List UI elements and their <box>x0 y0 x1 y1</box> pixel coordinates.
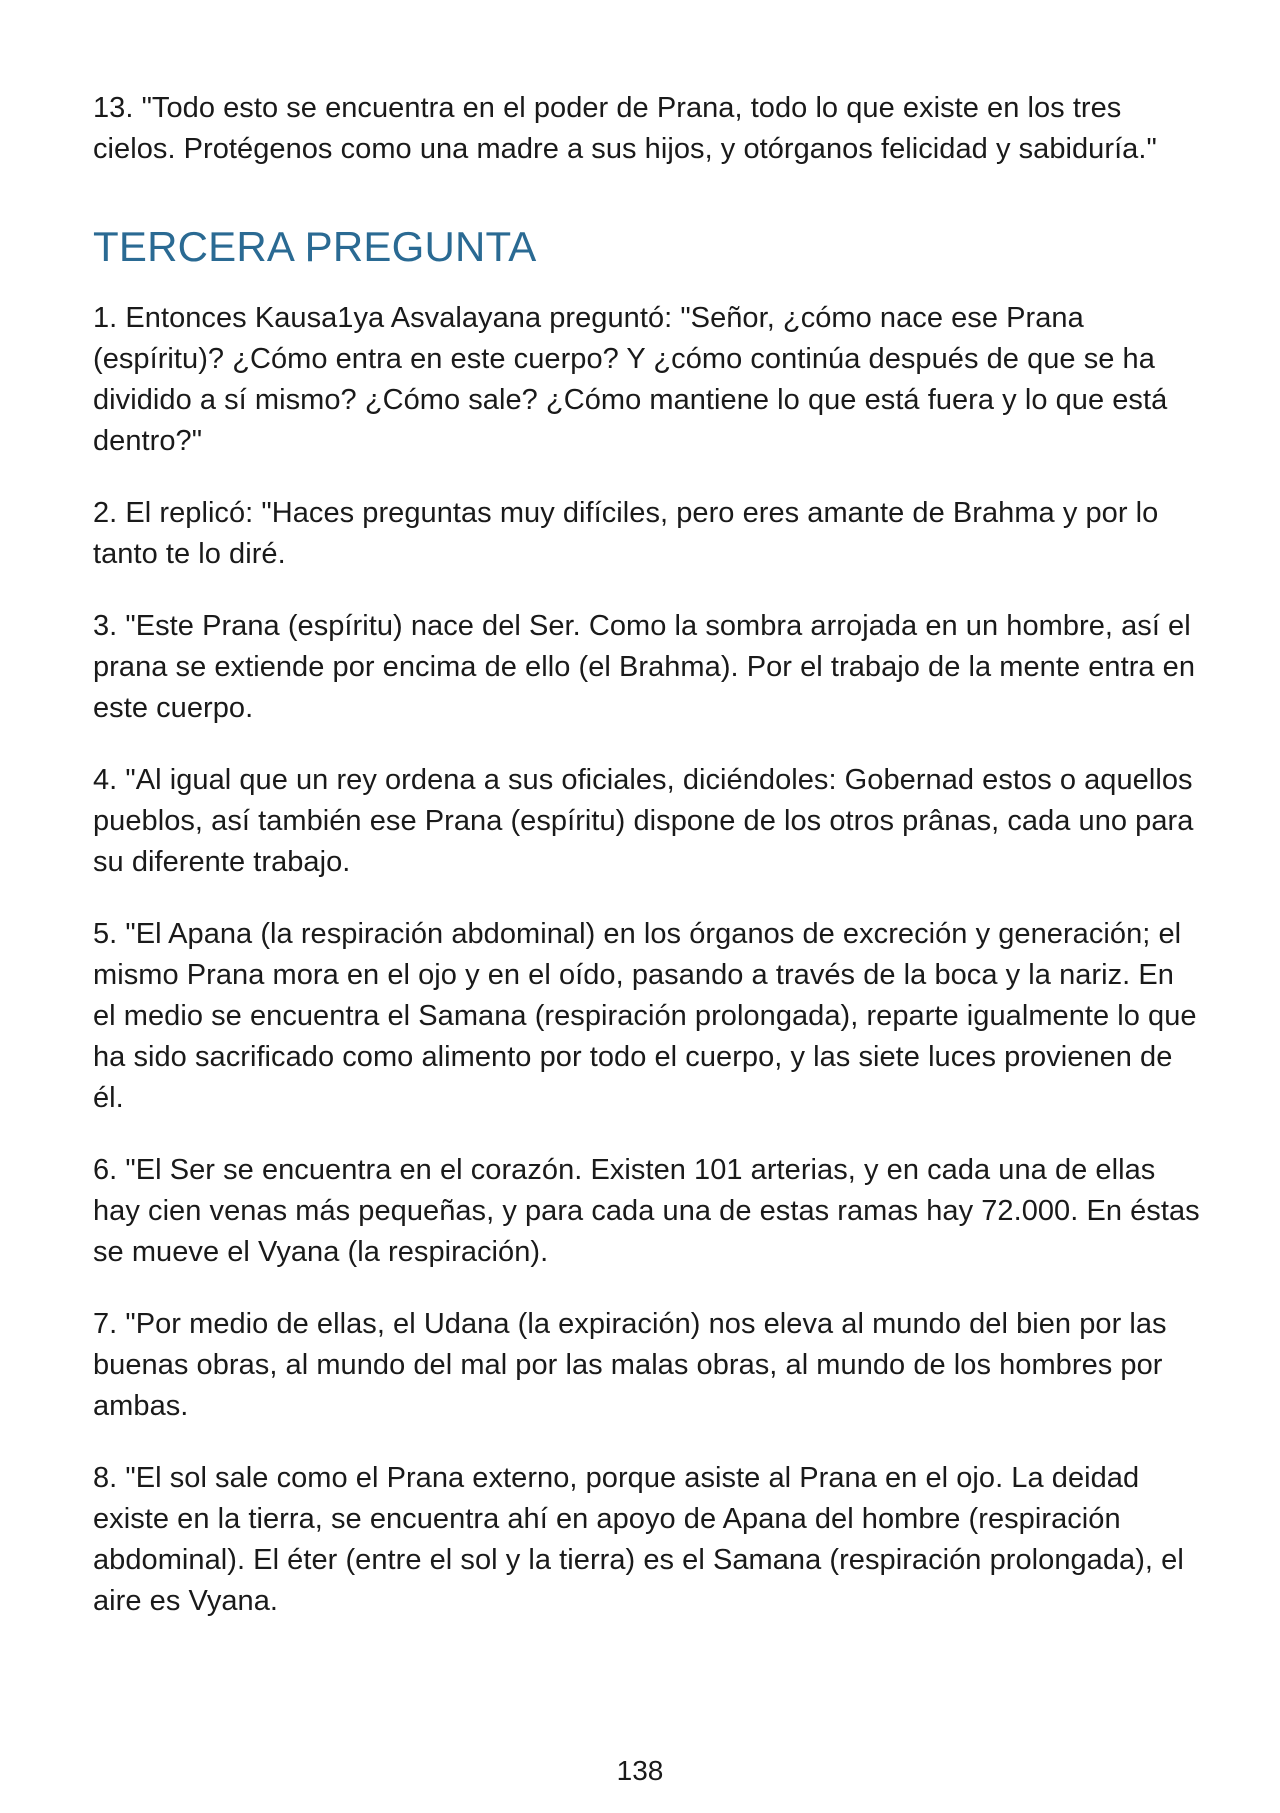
section-heading: TERCERA PREGUNTA <box>93 223 537 270</box>
paragraph-6: 6. "El Ser se encuentra en el corazón. Existen 101 arterias, y en cada una de ellas hay cien venas más pequeñas, y para cada una de estas ramas hay 72.000. En éstas se mueve el Vyana (la respiración). <box>93 1154 1200 1268</box>
paragraph-5: 5. "El Apana (la respiración abdominal) en los órganos de excreción y generación; el mismo Prana mora en el ojo y en el oído, pasando a través de la boca y la nariz. En el medio se encuentra el Samana (respiración prolongada), reparte igualmente lo que ha sido sacrificado como alimento por todo el cuerpo, y las siete luces provienen de él. <box>93 918 1197 1114</box>
paragraph-3: 3. "Este Prana (espíritu) nace del Ser. Como la sombra arrojada en un hombre, así el prana se extiende por encima de ello (el Brahma). Por el trabajo de la mente entra en este cuerpo. <box>93 610 1196 724</box>
paragraph-8: 8. "El sol sale como el Prana externo, porque asiste al Prana en el ojo. La deidad existe en la tierra, se encuentra ahí en apoyo de Apana del hombre (respiración abdominal). El éter (entre el sol y la tierra) es el Samana (respiración prolongada), el aire es Vyana. <box>93 1462 1184 1617</box>
paragraph-4: 4. "Al igual que un rey ordena a sus oficiales, diciéndoles: Gobernad estos o aquellos pueblos, así también ese Prana (espíritu) dispone de los otros prânas, cada uno para su diferente trabajo. <box>93 764 1194 878</box>
paragraph-1: 1. Entonces Kausa1ya Asvalayana preguntó: "Señor, ¿cómo nace ese Prana (espíritu)? ¿Cómo entra en este cuerpo? Y ¿cómo continúa después de que se ha dividido a sí mismo? ¿Cómo sale? ¿Cómo mantiene lo que está fuera y lo que está dentro?" <box>93 302 1168 457</box>
paragraph-2: 2. El replicó: "Haces preguntas muy difíciles, pero eres amante de Brahma y por lo tanto te lo diré. <box>93 497 1159 570</box>
page-number: 138 <box>616 1755 664 1786</box>
paragraph-7: 7. "Por medio de ellas, el Udana (la expiración) nos eleva al mundo del bien por las buenas obras, al mundo del mal por las malas obras, al mundo de los hombres por ambas. <box>93 1308 1167 1422</box>
paragraph-13: 13. "Todo esto se encuentra en el poder de Prana, todo lo que existe en los tres cielos. Protégenos como una madre a sus hijos, y otórganos felicidad y sabiduría." <box>93 92 1157 165</box>
page-content <box>93 88 1203 1653</box>
